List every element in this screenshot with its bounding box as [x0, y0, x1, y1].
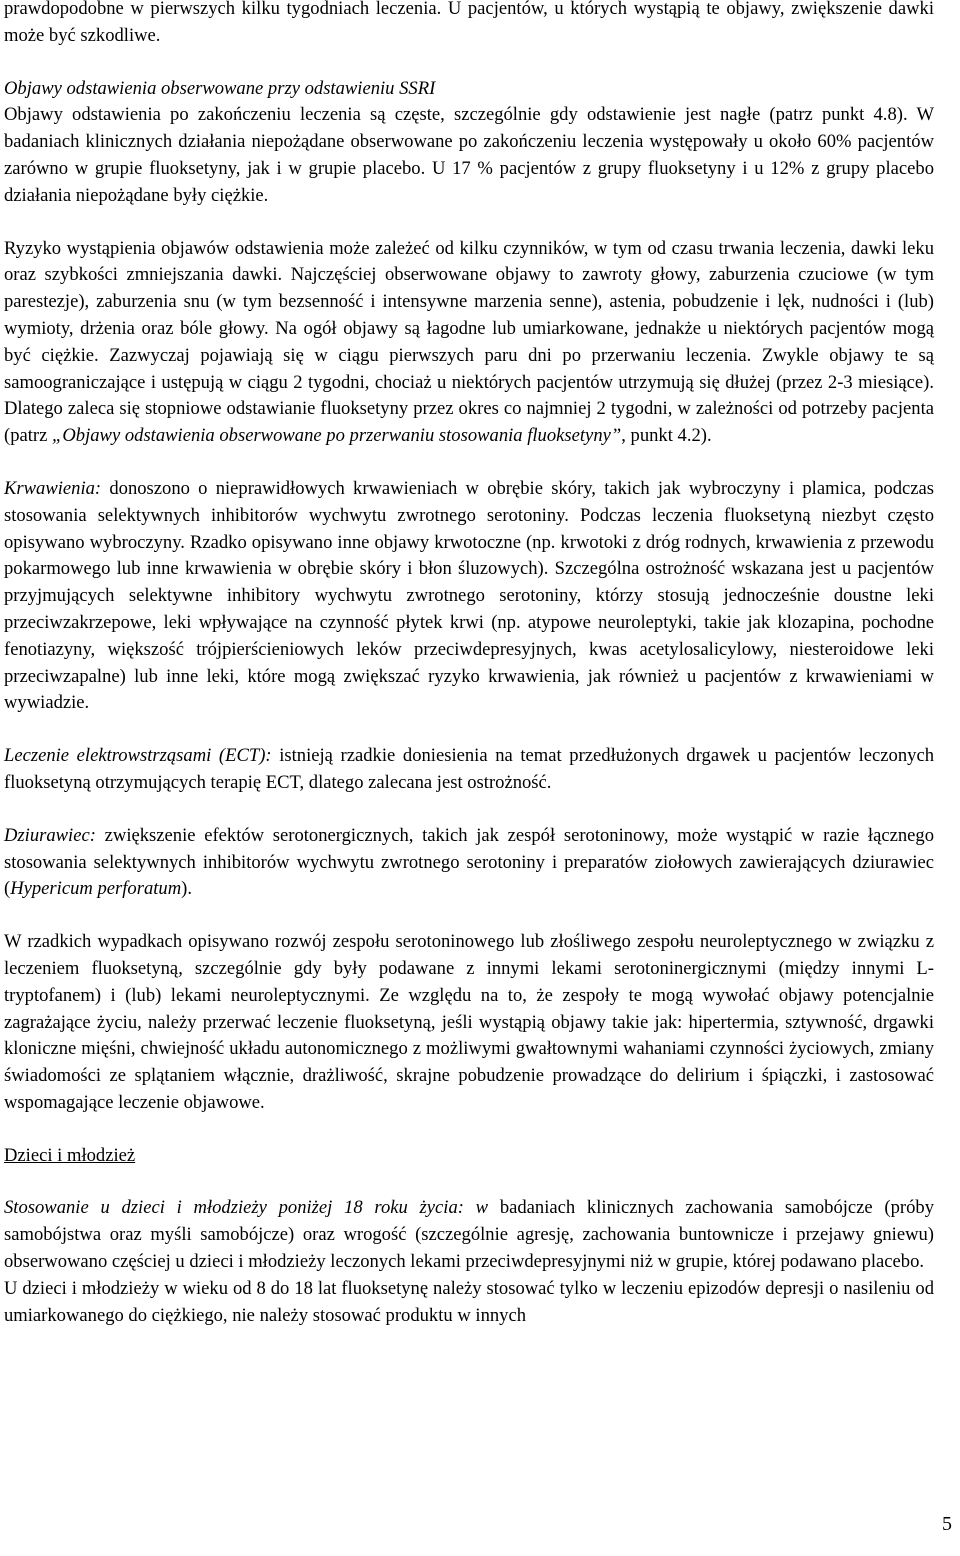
- paragraph-ect: [4, 743, 934, 797]
- paragraph-text: U dzieci i młodzieży w wieku od 8 do 18 lat fluoksetynę należy stosować tylko w leczeniu epizodów depresji o nasileniu od umiarkowanego do ciężkiego, nie należy stosować produktu w innych: [4, 1277, 934, 1326]
- section-children-heading: [4, 1143, 934, 1170]
- paragraph-serotonin-syndrome: [4, 929, 934, 1117]
- paragraph-text: Objawy odstawienia po zakończeniu leczenia są częste, szczególnie gdy odstawienie jest nagłe (patrz punkt 4.8). W badaniach klinicznych działania niepożądane obserwowane po zakończeniu leczenia występowały u około 60% pacjentów zarówno w grupie fluoksetyny, jak i w grupie placebo. U 17 % pacjentów z grupy fluoksetyny i u 12% z grupy placebo działania niepożądane były ciężkie.: [4, 104, 934, 206]
- section-heading: Krwawienia:: [4, 477, 102, 499]
- paragraph-text: W rzadkich wypadkach opisywano rozwój zespołu serotoninowego lub złośliwego zespołu neuroleptycznego w związku z leczeniem fluoksetyną, szczególnie gdy były podawane z innymi lekami serotoninergicznymi (między innymi L-tryptofanem) i (lub) lekami neuroleptycznymi. Ze względu na to, że zespoły te mogą wywołać objawy potencjalnie zagrażające życiu, należy przerwać leczenie fluoksetyną, jeśli wystąpią objawy takie jak: hipertermia, sztywność, drgawki kloniczne mięśni, chwiejność układu autonomicznego z możliwymi gwałtownymi wahaniami czynności życiowych, zmiany świadomości ze splątaniem włącznie, drażliwość, skrajne pobudzenie prowadzące do delirium i śpiączki, i zastosować wspomagające leczenie objawowe.: [4, 931, 934, 1113]
- paragraph-withdrawal: [4, 102, 934, 209]
- paragraph-st-johns-wort: [4, 823, 934, 903]
- paragraph-continuation: [4, 0, 934, 50]
- section-heading: Leczenie elektrowstrząsami (ECT):: [4, 745, 272, 767]
- section-heading: Dziurawiec:: [4, 824, 96, 846]
- section-heading: Dzieci i młodzież: [4, 1144, 136, 1166]
- paragraph-bleeding: [4, 476, 934, 717]
- cross-reference: „Objawy odstawienia obserwowane po przerwaniu stosowania fluoksetyny”: [52, 425, 622, 447]
- section-heading: Stosowanie u dzieci i młodzieży poniżej 18 roku życia: w: [4, 1197, 489, 1219]
- document-body: [4, 0, 934, 1329]
- paragraph-text: ).: [181, 878, 192, 900]
- paragraph-text: donoszono o nieprawidłowych krwawieniach w obrębie skóry, takich jak wybroczyny i plamica, podczas stosowania selektywnych inhibitorów wychwytu zwrotnego serotoniny. Podczas leczenia fluoksetyną niezbyt często opisywano wybroczyny. Rzadko opisywano inne objawy krwotoczne (np. krwotoki z dróg rodnych, krwawienia z przewodu pokarmowego lub inne krwawienia w obrębie skóry i błon śluzowych). Szczególna ostrożność wskazana jest u pacjentów przyjmujących selektywne inhibitory wychwytu zwrotnego serotoniny, którzy stosują jednocześnie doustne leki przeciwzakrzepowe, leki wpływające na czynność płytek krwi (np. atypowe neuroleptyki, takie jak klozapina, pochodne fenotiazyny, większość trójpierścieniowych leków przeciwdepresyjnych, kwas acetylosalicylowy, niesteroidowe leki przeciwzapalne) lub inne leki, które mogą zwiększać ryzyko krwawienia, jak również u pacjentów z krwawieniami w wywiadzie.: [4, 477, 934, 714]
- paragraph-text: badaniach klinicznych zachowania samobójcze (próby samobójstwa oraz myśli samobójcze) oraz wrogość (szczególnie agresję, zachowania buntownicze i przejawy gniewu) obserwowano częściej u dzieci i młodzieży leczonych lekami przeciwdepresyjnymi niż w grupie, której podawano placebo.: [4, 1197, 934, 1273]
- section-heading: Objawy odstawienia obserwowane przy odstawieniu SSRI: [4, 77, 436, 99]
- paragraph-children-use: [4, 1195, 934, 1275]
- paragraph-text: istnieją rzadkie doniesienia na temat przedłużonych drgawek u pacjentów leczonych fluoksetyną otrzymujących terapię ECT, dlatego zalecana jest ostrożność.: [4, 745, 934, 793]
- paragraph-text: Ryzyko wystąpienia objawów odstawienia może zależeć od kilku czynników, w tym od czasu trwania leczenia, dawki leku oraz szybkości zmniejszania dawki. Najczęściej obserwowane objawy to zawroty głowy, zaburzenia czuciowe (w tym parestezje), zaburzenia snu (w tym bezsenność i intensywne marzenia senne), astenia, pobudzenie i lęk, nudności i (lub) wymioty, drżenia oraz bóle głowy. Na ogół objawy są łagodne lub umiarkowane, jednakże u niektórych pacjentów mogą być ciężkie. Zazwyczaj pojawiają się w ciągu pierwszych paru dni po przerwaniu leczenia. Zwykle objawy te są samoograniczające i ustępują w ciągu 2 tygodni, chociaż u niektórych pacjentów utrzymują się dłużej (przez 2-3 miesiące). Dlatego zaleca się stopniowe odstawianie fluoksetyny przez okres co najmniej 2 tygodni, w zależności od potrzeby pacjenta (patrz: [4, 237, 934, 447]
- paragraph-text: , punkt 4.2).: [621, 425, 712, 447]
- latin-name: Hypericum perforatum: [10, 878, 182, 900]
- paragraph-withdrawal-risk: [4, 236, 934, 450]
- paragraph-children-age: [4, 1276, 934, 1330]
- page-number: 5: [942, 1513, 952, 1535]
- section-withdrawal-heading: [4, 76, 934, 103]
- paragraph-text: prawdopodobne w pierwszych kilku tygodniach leczenia. U pacjentów, u których wystąpią te objawy, zwiększenie dawki może być szkodliwe.: [4, 0, 934, 46]
- paragraph-text: zwiększenie efektów serotonergicznych, takich jak zespół serotoninowy, może wystąpić w razie łącznego stosowania selektywnych inhibitorów wychwytu zwrotnego serotoniny i preparatów ziołowych zawierających dziurawiec (: [4, 824, 934, 900]
